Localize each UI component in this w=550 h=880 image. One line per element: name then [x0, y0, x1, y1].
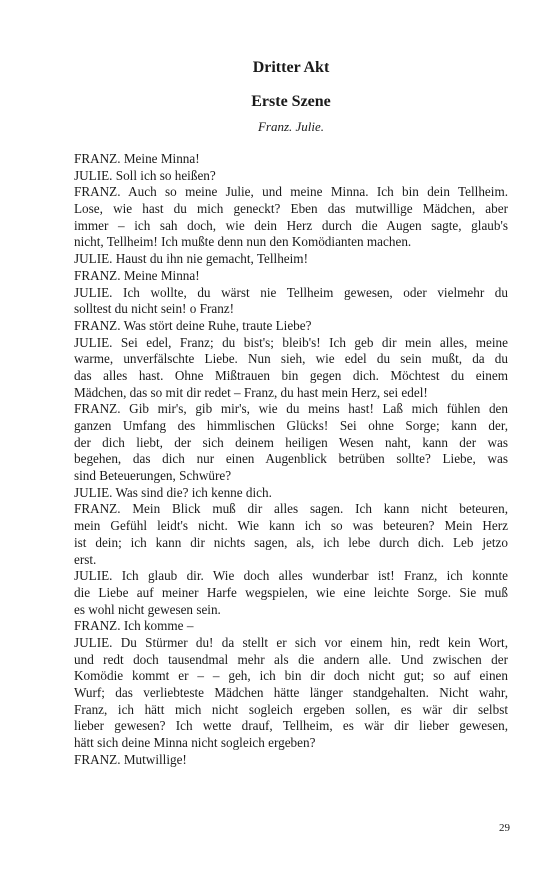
- text-line: JULIE. Haust du ihn nie gemacht, Tellheim!: [74, 251, 308, 267]
- text-line: FRANZ. Was stört deine Ruhe, traute Liebe?: [74, 317, 312, 333]
- text-line: das alles hast. Ohne Mißtrauen bin gegen dich. Möchtest du einem: [74, 367, 508, 383]
- text-line: JULIE. Soll ich so heißen?: [74, 167, 216, 183]
- text-line: erst.: [74, 551, 97, 567]
- text-line: warme, unverfälschte Liebe. Nun sieh, wie edel du sein mußt, da du: [74, 351, 508, 367]
- text-line: die Liebe auf meiner Harfe wegspielen, wie eine leichte Sorge. Sie muß: [74, 584, 508, 600]
- text-line: FRANZ. Mutwillige!: [74, 751, 187, 767]
- text-line: hätt sich deine Minna nicht sogleich ergeben?: [74, 735, 316, 751]
- text-line: ganzen Umfang des himmlischen Glücks! Sei ohne Sorge; kann der,: [74, 418, 508, 433]
- act-heading: Dritter Akt: [252, 59, 330, 76]
- persons-line: Franz. Julie.: [257, 119, 325, 134]
- text-line: Wurf; das verliebteste Mädchen hätte länger standgehalten. Nicht wahr,: [74, 685, 508, 700]
- text-line: FRANZ. Meine Minna!: [74, 267, 200, 283]
- text-line: mein Gefühl leidt's nicht. Wie kann ich so was beteuren? Mein Herz: [74, 518, 508, 534]
- text-line: ist dein; ich kann dir nichts sagen, als, ich lebe durch dich. Leb jetzo: [74, 534, 508, 550]
- text-line: JULIE. Du Stürmer du! da stellt er sich vor einem hin, redt kein Wort,: [74, 634, 508, 650]
- text-line: FRANZ. Gib mir's, gib mir's, wie du meins hast! Laß mich fühlen den: [74, 401, 508, 417]
- page-number: 29: [499, 822, 510, 834]
- text-line: FRANZ. Auch so meine Julie, und meine Minna. Ich bin dein Tellheim.: [74, 184, 508, 200]
- text-line: JULIE. Ich glaub dir. Wie doch alles wunderbar ist! Franz, ich konnte: [74, 568, 508, 584]
- text-line: lieber gewesen? Ich wette drauf, Tellheim, es wär dir lieber gewesen,: [74, 718, 508, 734]
- text-line: JULIE. Was sind die? ich kenne dich.: [74, 484, 272, 500]
- text-line: Franz, ich hätt mich nicht sogleich ergeben sollen, es wär dir selbst: [74, 701, 508, 717]
- text-line: es wohl nicht gewesen sein.: [74, 601, 221, 617]
- text-line: Lose, wie hast du mich geneckt? Eben das mutwillige Mädchen, aber: [74, 201, 508, 217]
- scene-heading: Erste Szene: [251, 93, 331, 110]
- text-line: solltest du nicht sein! o Franz!: [74, 301, 235, 317]
- dialogue-text: [74, 151, 508, 768]
- text-line: FRANZ. Mein Blick muß dir alles sagen. Ich kann nicht beteuren,: [74, 501, 508, 517]
- text-line: begehen, das dich nur einen Augenblick betrüben sollte? Liebe, was: [74, 451, 508, 467]
- text-line: und redt doch tausendmal mehr als die andern alle. Und zwischen der: [74, 651, 508, 667]
- text-line: Komödie kommt er – – geh, ich bin dir doch nicht gut; so auf einen: [74, 668, 508, 684]
- text-line: Mädchen, das so mit dir redet – Franz, du hast mein Herz, sei edel!: [74, 384, 428, 400]
- text-line: JULIE. Sei edel, Franz; du bist's; bleib's! Ich geb dir mein alles, meine: [74, 334, 508, 350]
- text-line: nicht, Tellheim! Ich mußte denn nun den Komödianten machen.: [74, 234, 412, 250]
- text-line: FRANZ. Meine Minna!: [74, 151, 200, 166]
- text-line: FRANZ. Ich komme –: [74, 618, 194, 634]
- text-line: sind Beteuerungen, Schwüre?: [74, 468, 232, 484]
- text-line: der dich liebt, der sich deinem heiligen Wesen naht, kann der was: [74, 434, 508, 450]
- text-line: immer – ich sah doch, wie dein Herz durch die Augen sagte, glaub's: [74, 217, 508, 233]
- text-line: JULIE. Ich wollte, du wärst nie Tellheim gewesen, oder vielmehr du: [74, 284, 508, 300]
